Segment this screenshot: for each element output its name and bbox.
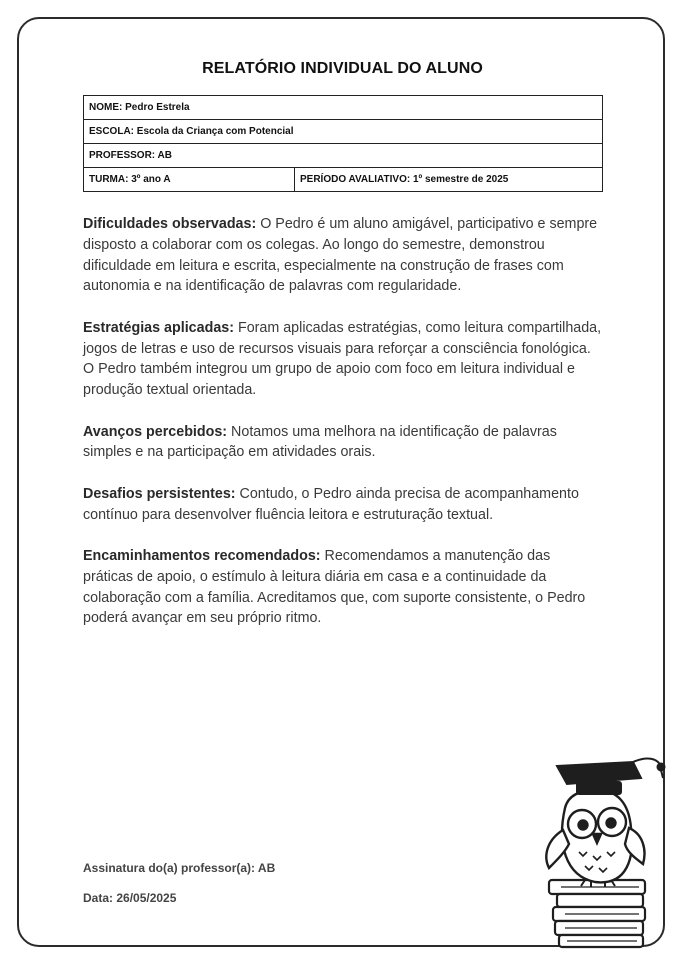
section-label: Desafios persistentes: xyxy=(83,485,236,502)
report-date: Data: 26/05/2025 xyxy=(83,891,177,905)
section-text: Notamos uma melhora na identificação de palavras simples e na participação em atividades orais. xyxy=(83,423,557,461)
info-row-nome xyxy=(84,96,603,120)
report-body xyxy=(83,214,603,650)
section-text: Recomendamos a manutenção das práticas de apoio, o estímulo à leitura diária em casa e a continuidade da colaboração com a família. Acreditamos que, com suporte consistente, o Pedro poderá avançar em seu próprio ritmo. xyxy=(83,547,586,627)
section-label: Avanços percebidos: xyxy=(83,423,228,440)
student-info-table xyxy=(83,95,603,192)
info-row-professor xyxy=(84,144,603,168)
section-label: Dificuldades observadas: xyxy=(83,216,257,232)
section-text: Contudo, o Pedro ainda precisa de acompanhamento contínuo para desenvolver fluência leitora e estruturação textual. xyxy=(83,485,579,523)
document-title: RELATÓRIO INDIVIDUAL DO ALUNO xyxy=(202,60,483,77)
owl-body-icon xyxy=(546,790,644,887)
section-desafios xyxy=(83,484,603,526)
info-row-turma-periodo xyxy=(84,168,603,192)
section-avancos xyxy=(83,422,603,464)
section-text: O Pedro é um aluno amigável, participativo e sempre disposto a colaborar com os colegas. Ao longo do semestre, demonstrou dificuldade em leitura e escrita, especialmente na construção de frases com autonomia e na identificação de palavras com regularidade. xyxy=(83,216,598,295)
info-escola: ESCOLA: Escola da Criança com Potencial xyxy=(84,120,603,144)
info-nome: NOME: Pedro Estrela xyxy=(84,96,603,120)
info-periodo: PERÍODO AVALIATIVO: 1º semestre de 2025 xyxy=(295,168,603,192)
section-text: Foram aplicadas estratégias, como leitura compartilhada, jogos de letras e uso de recursos visuais para reforçar a consciência fonológica. O Pedro também integrou um grupo de apoio com foco em leitura individual e produção textual orientada. xyxy=(83,319,602,399)
info-turma: TURMA: 3º ano A xyxy=(84,168,295,192)
section-label: Encaminhamentos recomendados: xyxy=(83,547,321,564)
section-encaminhamentos xyxy=(83,546,603,629)
section-estrategias xyxy=(83,318,603,401)
section-dificuldades xyxy=(83,214,603,297)
teacher-signature: Assinatura do(a) professor(a): AB xyxy=(83,861,276,875)
info-row-escola xyxy=(84,120,603,144)
info-professor: PROFESSOR: AB xyxy=(84,144,603,168)
section-label: Estratégias aplicadas: xyxy=(83,319,234,336)
owl-on-books-icon xyxy=(535,748,680,950)
graduation-cap-icon xyxy=(557,759,665,794)
books-stack-icon xyxy=(549,880,645,947)
